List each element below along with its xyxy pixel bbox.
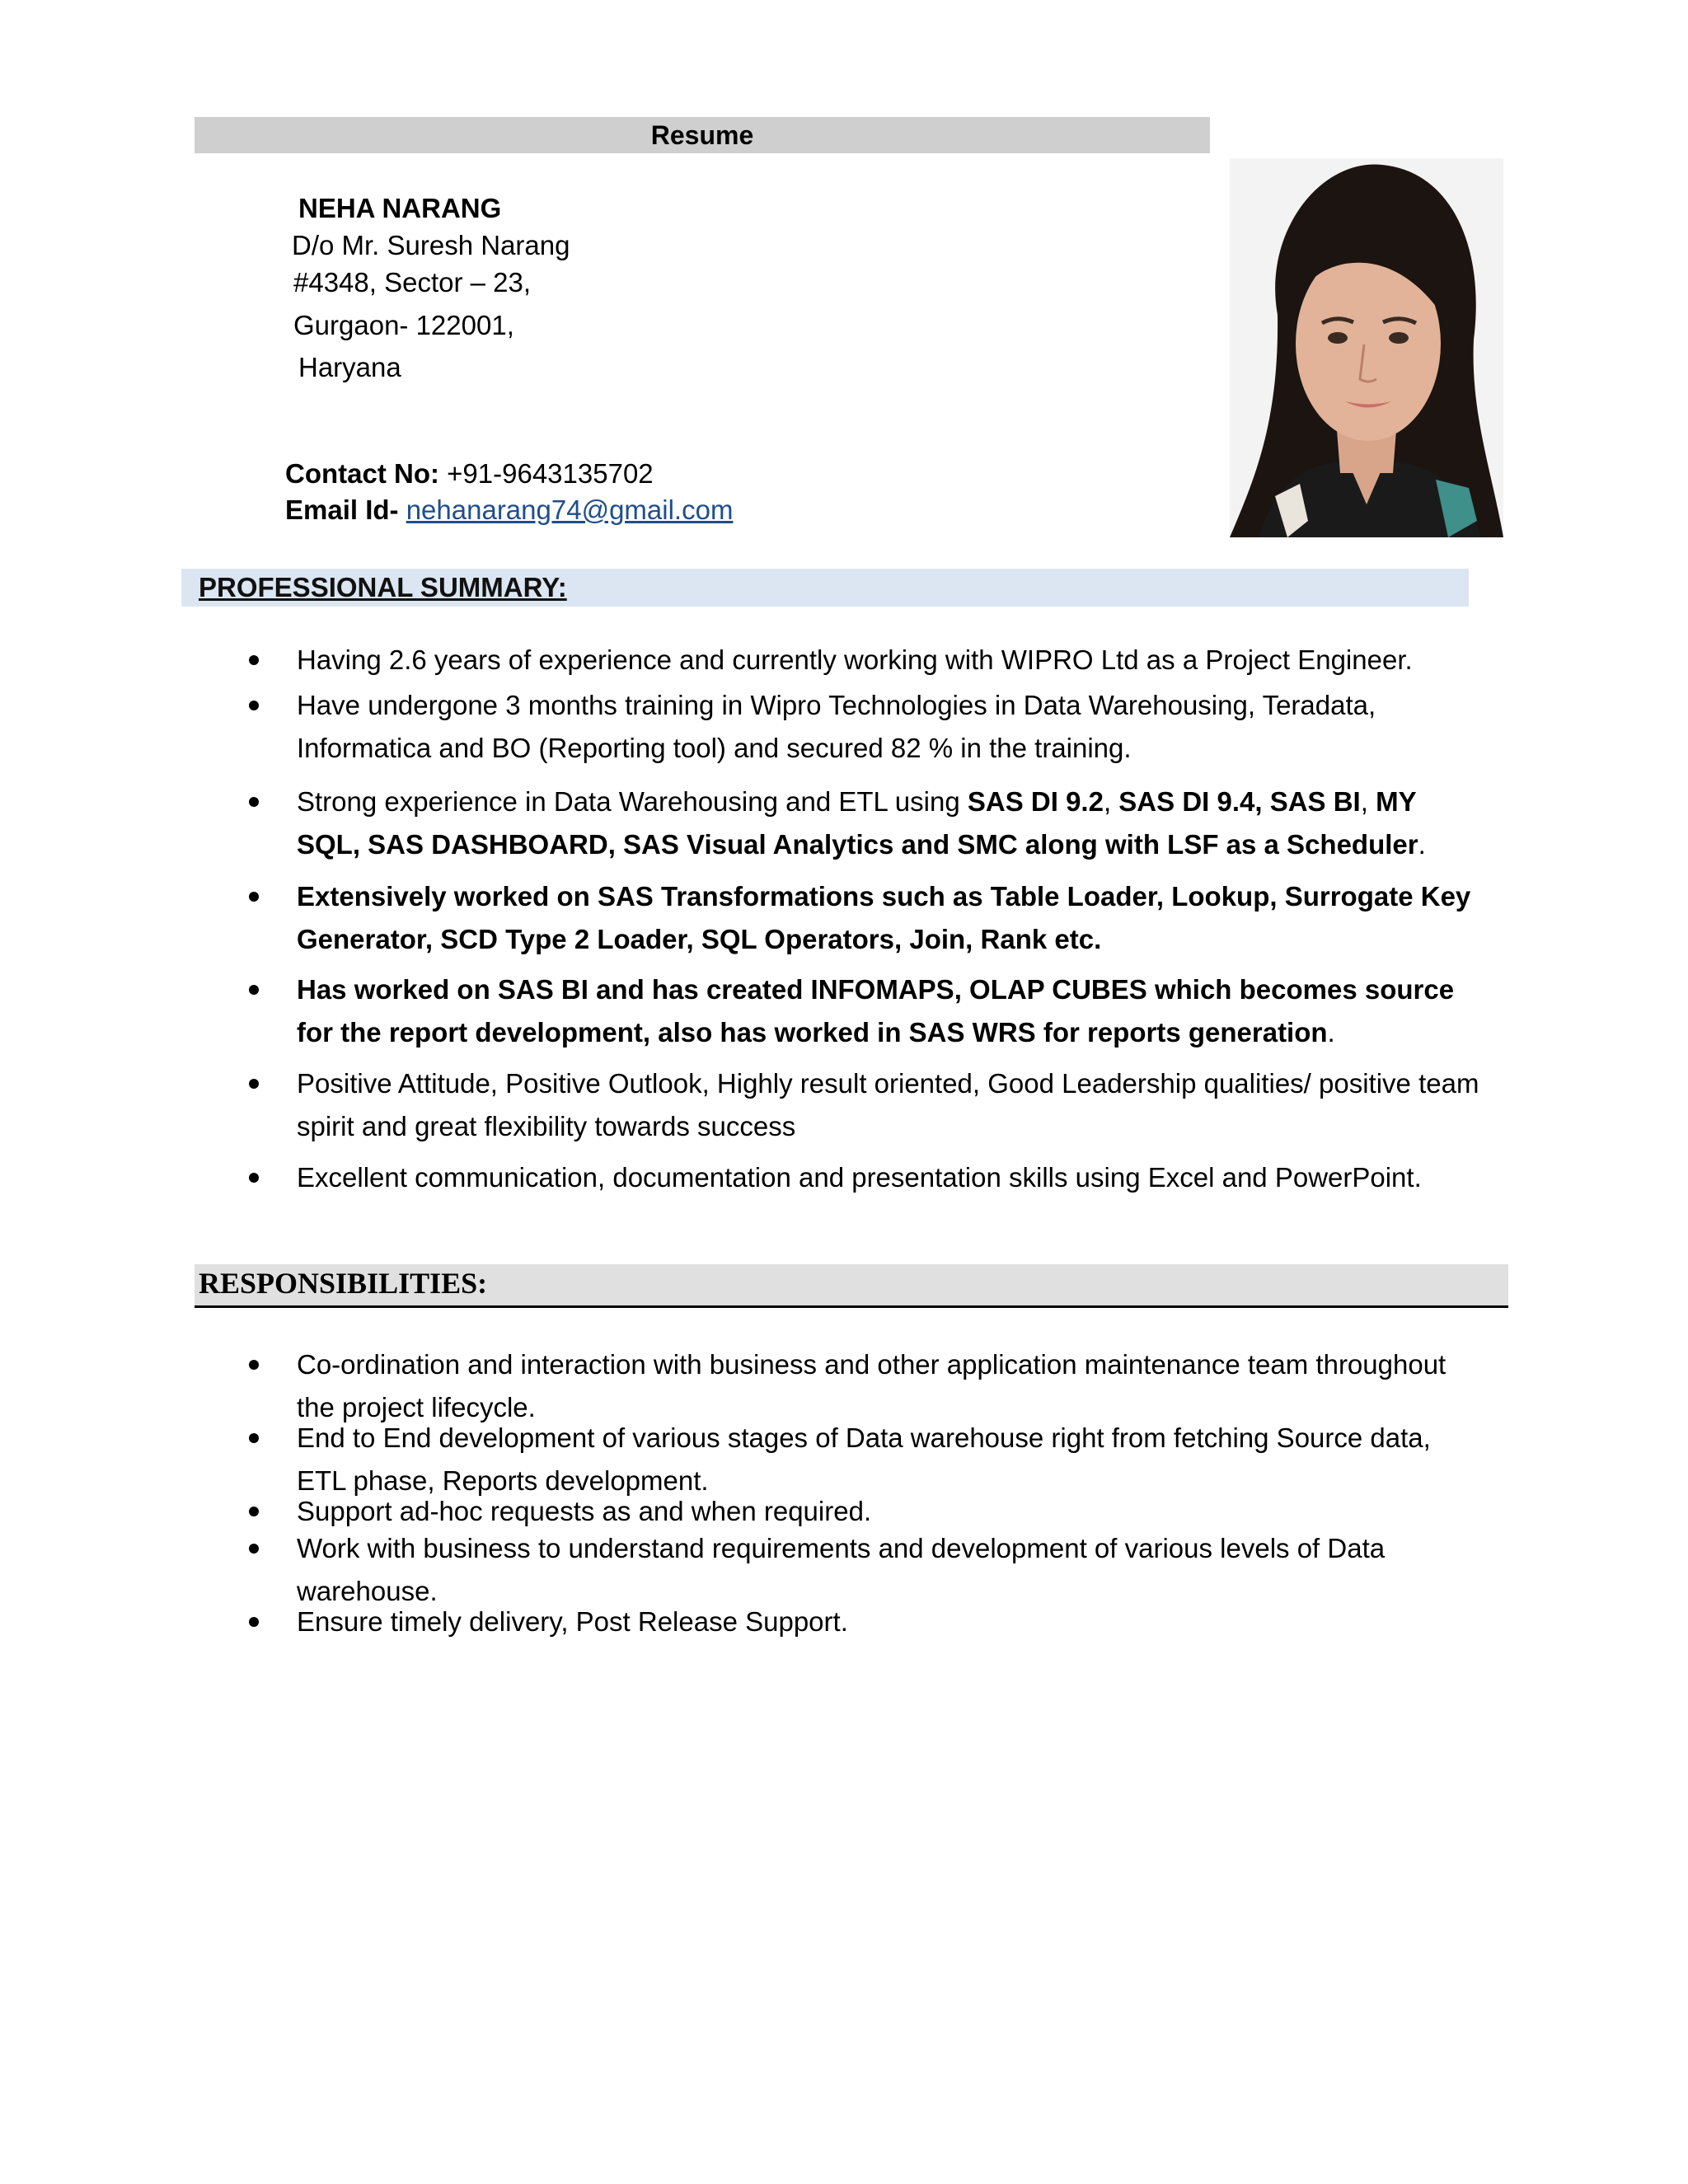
bullet-icon [249,655,259,665]
responsibilities-heading: RESPONSIBILITIES: [199,1267,488,1300]
bullet-icon [249,1544,259,1554]
address-state: Haryana [298,352,401,382]
candidate-name: NEHA NARANG [298,193,502,223]
bullet-icon [249,797,259,807]
profile-photo-image [1230,158,1503,537]
email-label: Email Id- [285,494,399,525]
phone-label: Contact No: [285,458,439,489]
resume-title-bar [195,117,1210,153]
address-line-1: #4348, Sector – 23, [293,267,532,298]
summary-item: Extensively worked on SAS Transformations such as Table Loader, Lookup, Surrogate Key Generator, SCD Type 2 Loader, SQL Operators, Join, Rank etc. [297,875,1484,961]
email-row [285,494,733,526]
resume-title: Resume [650,120,754,150]
profile-photo [1230,158,1503,537]
responsibility-item: Co-ordination and interaction with business and other application maintenance team throughout the project lifecycle. [297,1343,1484,1429]
summary-item: Strong experience in Data Warehousing and ETL using SAS DI 9.2, SAS DI 9.4, SAS BI, MY SQL, SAS DASHBOARD, SAS Visual Analytics and SMC along with LSF as a Scheduler. [297,780,1484,866]
bullet-icon [249,1617,259,1627]
bullet-icon [249,1079,259,1089]
summary-heading: PROFESSIONAL SUMMARY: [199,572,567,602]
summary-item: Positive Attitude, Positive Outlook, Highly result oriented, Good Leadership qualities/ positive team spirit and great flexibility towards success [297,1062,1484,1148]
bullet-icon [249,985,259,995]
responsibility-item: Work with business to understand requirements and development of various levels of Data warehouse. [297,1527,1484,1613]
phone-number: +91-9643135702 [447,458,654,489]
responsibility-item: End to End development of various stages of Data warehouse right from fetching Source data, ETL phase, Reports development. [297,1417,1484,1502]
summary-item: Have undergone 3 months training in Wipro Technologies in Data Warehousing, Teradata, Informatica and BO (Reporting tool) and secured 82 % in the training. [297,684,1484,770]
bullet-icon [249,1360,259,1370]
email-link[interactable]: nehanarang74@gmail.com [406,494,734,525]
summary-item: Has worked on SAS BI and has created INFOMAPS, OLAP CUBES which becomes source for the report development, also has worked in SAS WRS for reports generation. [297,968,1484,1054]
address-line-2: Gurgaon- 122001, [293,310,514,340]
bullet-icon [249,1507,259,1516]
bullet-icon [249,1173,259,1183]
bullet-icon [249,1433,259,1443]
bullet-icon [249,892,259,902]
summary-item: Excellent communication, documentation and presentation skills using Excel and PowerPoint. [297,1156,1484,1199]
bullet-icon [249,701,259,710]
responsibility-item: Ensure timely delivery, Post Release Support. [297,1601,1484,1643]
responsibility-item: Support ad-hoc requests as and when required. [297,1490,1484,1533]
summary-item: Having 2.6 years of experience and currently working with WIPRO Ltd as a Project Engineer. [297,639,1484,682]
parent-name: D/o Mr. Suresh Narang [292,230,570,260]
phone-row [285,458,654,490]
